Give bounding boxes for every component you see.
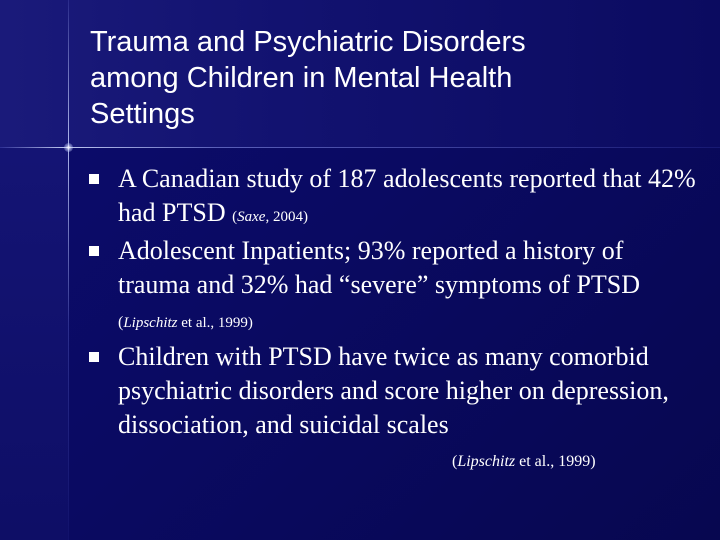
bullet-list <box>86 162 696 442</box>
bullet-text: A Canadian study of 187 adolescents reported that 42% had PTSD <box>118 164 696 227</box>
square-bullet-icon <box>89 352 99 362</box>
slide-title <box>90 24 650 132</box>
final-citation: (Lipschitz et al., 1999) <box>452 453 596 470</box>
square-bullet-icon <box>89 174 99 184</box>
horizontal-accent-line <box>0 147 720 148</box>
citation: (Saxe, 2004) <box>232 209 308 225</box>
vertical-accent-line <box>68 0 69 540</box>
light-flare <box>64 143 73 152</box>
title-line-2: among Children in Mental Health <box>90 62 513 94</box>
citation: (Lipschitz et al., 1999) <box>118 314 253 331</box>
bullet-item-1 <box>86 162 696 234</box>
square-bullet-icon <box>89 246 99 256</box>
title-line-1: Trauma and Psychiatric Disorders <box>90 26 526 58</box>
bullet-text: Children with PTSD have twice as many comorbid psychiatric disorders and score higher on depression, dissociation, and suicidal scales <box>118 342 669 439</box>
title-line-3: Settings <box>90 98 195 130</box>
bullet-item-2 <box>86 234 696 340</box>
left-band <box>0 148 68 540</box>
bullet-text: Adolescent Inpatients; 93% reported a history of trauma and 32% had “severe” symptoms of PTSD <box>118 236 641 299</box>
bullet-item-3 <box>86 340 696 442</box>
